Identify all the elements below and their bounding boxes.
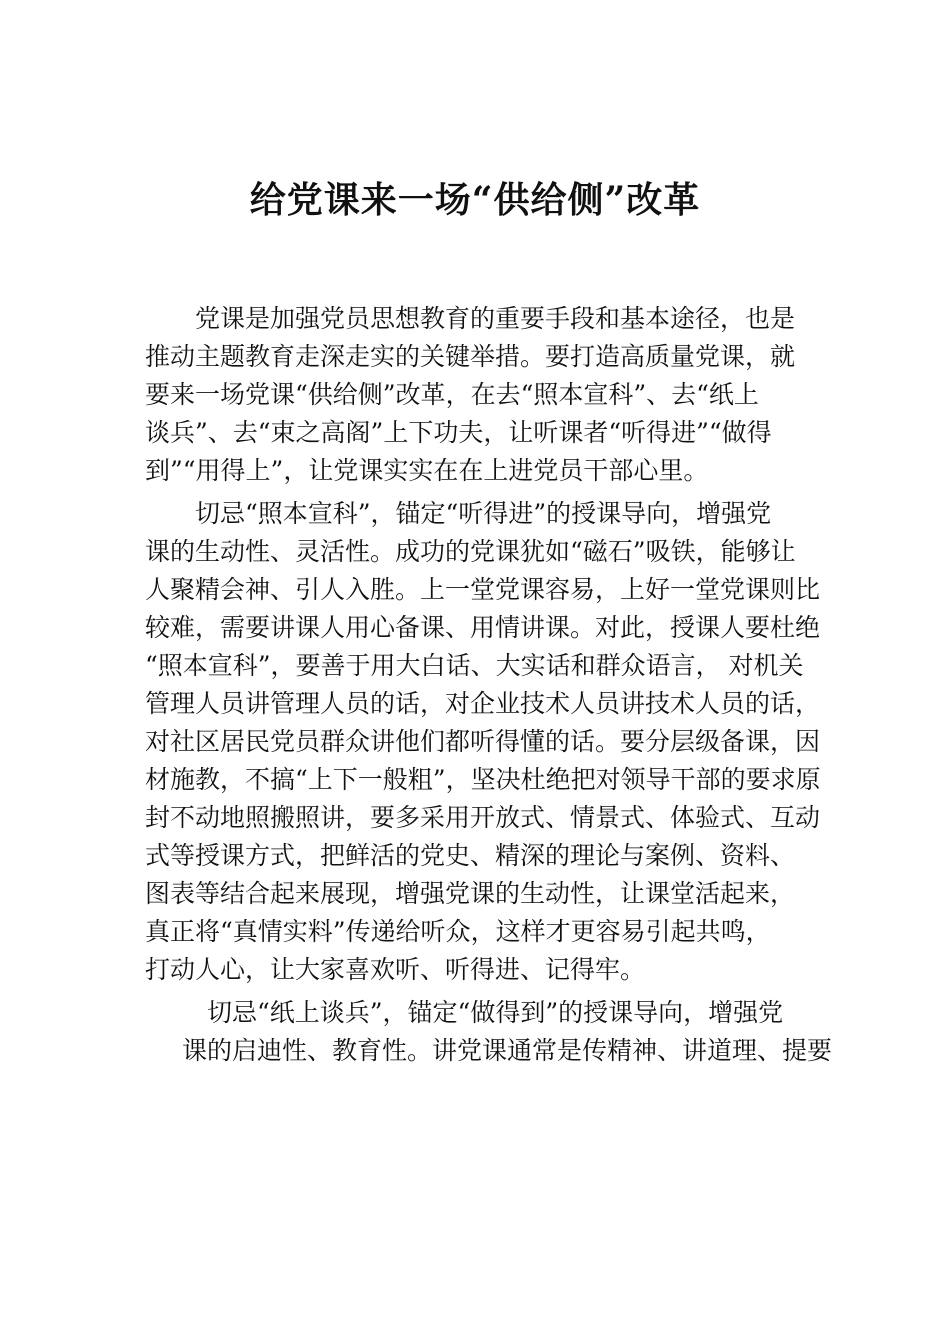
text-line: 对社区居民党员群众讲他们都听得懂的话。要分层级备课，因	[145, 727, 821, 756]
text-line: 切忌“照本宣科”，锚定“听得进”的授课导向，增强党	[195, 499, 772, 528]
text-line: 推动主题教育走深走实的关键举措。要打造高质量党课，就	[145, 342, 796, 371]
text-line: 管理人员讲管理人员的话，对企业技术人员讲技术人员的话，	[145, 689, 821, 718]
text-line: “照本宣科”，要善于用大白话、大实话和群众语言， 对机关	[145, 651, 804, 680]
text-line: 式等授课方式，把鲜活的党史、精深的理论与案例、资料、	[145, 841, 796, 870]
text-line: 课的生动性、灵活性。成功的党课犹如“磁石”吸铁，能够让	[145, 537, 796, 566]
text-line: 较难，需要讲课人用心备课、用情讲课。对此，授课人要杜绝	[145, 613, 821, 642]
text-line: 党课是加强党员思想教育的重要手段和基本途径，也是	[195, 304, 796, 333]
text-line: 谈兵”、去“束之高阁”上下功夫，让听课者“听得进”“做得	[145, 418, 772, 447]
text-line: 图表等结合起来展现，增强党课的生动性，让课堂活起来，	[145, 879, 796, 908]
text-line: 到”“用得上”，让党课实实在在上进党员干部心里。	[145, 456, 709, 485]
text-line: 人聚精会神、引人入胜。上一堂党课容易，上好一堂党课则比	[145, 575, 821, 604]
text-line: 材施教，不搞“上下一般粗”，坚决杜绝把对领导干部的要求原	[145, 765, 821, 794]
text-line: 要来一场党课“供给侧”改革，在去“照本宣科”、去“纸上	[145, 380, 759, 409]
document-title: 给党课来一场“供给侧”改革	[249, 179, 701, 221]
text-line: 封不动地照搬照讲，要多采用开放式、情景式、体验式、互动	[145, 803, 821, 832]
text-line: 真正将“真情实料”传递给听众，这样才更容易引起共鸣，	[145, 917, 771, 946]
text-line: 切忌“纸上谈兵”，锚定“做得到”的授课导向，增强党	[207, 998, 784, 1027]
text-line: 打动人心，让大家喜欢听、听得进、记得牢。	[145, 955, 646, 984]
text-line: 课的启迪性、教育性。讲党课通常是传精神、讲道理、提要	[182, 1036, 833, 1065]
